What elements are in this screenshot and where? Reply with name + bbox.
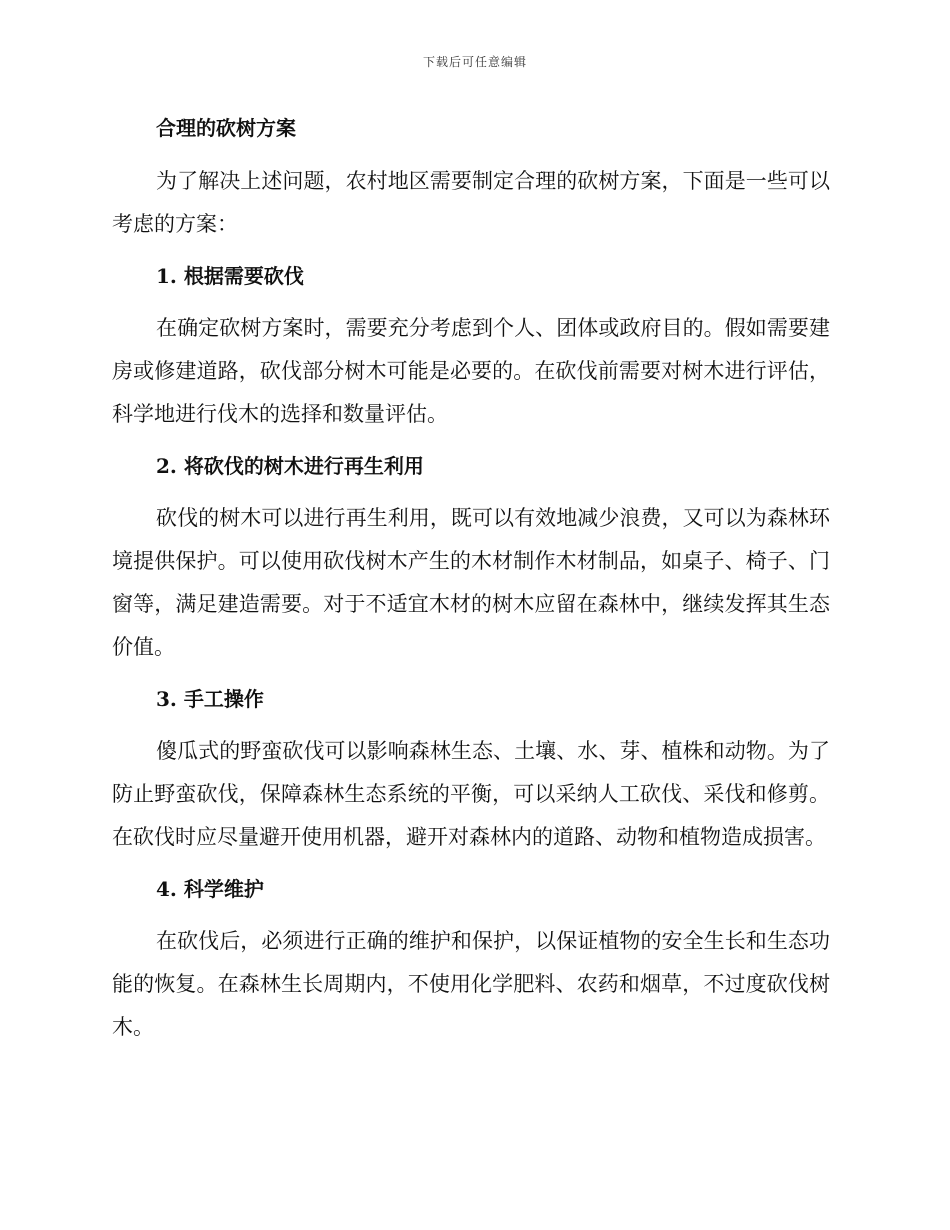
section-heading-2: 2. 将砍伐的树木进行再生利用 [156, 454, 424, 478]
section-paragraph-1: 在确定砍树方案时，需要充分考虑到个人、团体或政府目的。假如需要建房或修建道路，砍伐部分树木可能是必要的。在砍伐前需要对树木进行评估，科学地进行伐木的选择和数量评估。 [112, 316, 830, 426]
page-header: 下载后可任意编辑 [422, 55, 527, 69]
section-paragraph-2: 砍伐的树木可以进行再生利用，既可以有效地减少浪费，又可以为森林环境提供保护。可以使用砍伐树木产生的木材制作木材制品，如桌子、椅子、门窗等，满足建造需要。对于不适宜木材的树木应留在森林中，继续发挥其生态价值。 [112, 506, 830, 659]
section-heading-3: 3. 手工操作 [156, 687, 264, 711]
intro-paragraph: 为了解决上述问题，农村地区需要制定合理的砍树方案，下面是一些可以考虑的方案： [112, 169, 830, 236]
section-paragraph-4: 在砍伐后，必须进行正确的维护和保护，以保证植物的安全生长和生态功能的恢复。在森林生长周期内，不使用化学肥料、农药和烟草，不过度砍伐树木。 [112, 929, 830, 1039]
document-body [112, 106, 830, 1049]
section-heading-1: 1. 根据需要砍伐 [156, 264, 304, 288]
document-title: 合理的砍树方案 [156, 116, 296, 140]
section-heading-4: 4. 科学维护 [156, 877, 264, 901]
section-paragraph-3: 傻瓜式的野蛮砍伐可以影响森林生态、土壤、水、芽、植株和动物。为了防止野蛮砍伐，保障森林生态系统的平衡，可以采纳人工砍伐、采伐和修剪。在砍伐时应尽量避开使用机器，避开对森林内的道路、动物和植物造成损害。 [112, 739, 830, 849]
